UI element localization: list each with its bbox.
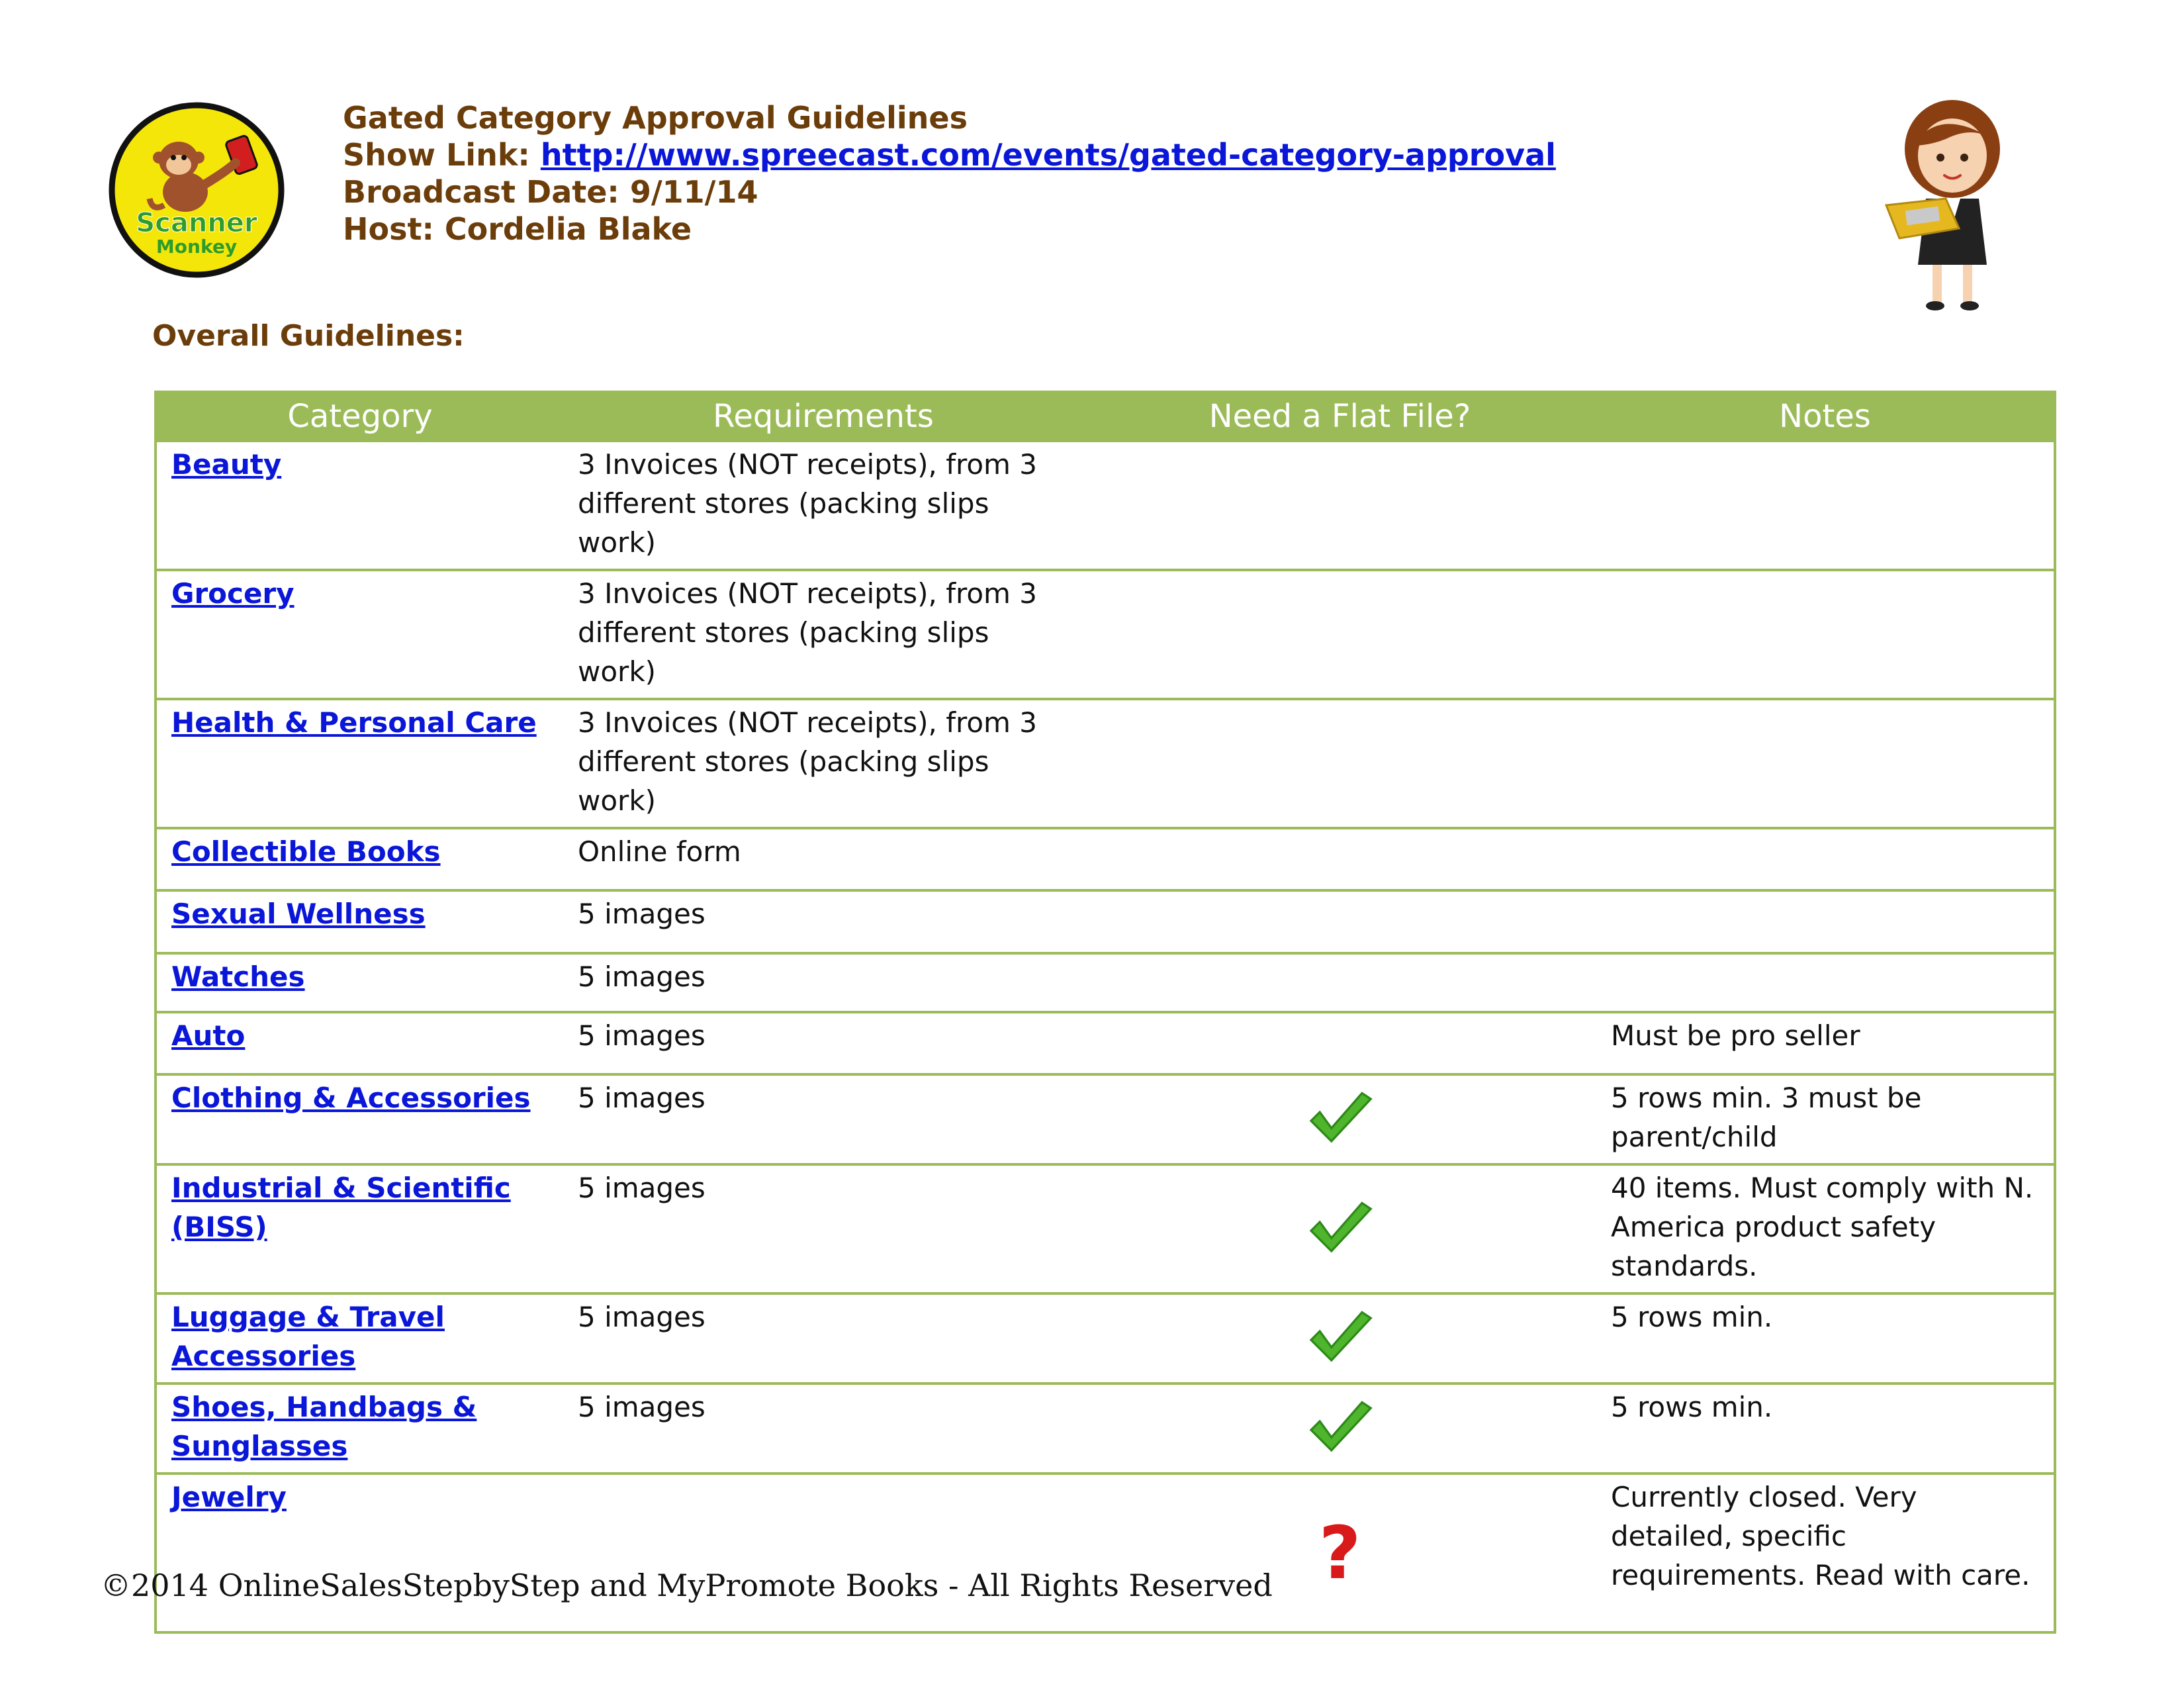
- category-cell: [156, 699, 563, 828]
- category-cell: [156, 441, 563, 570]
- category-link[interactable]: Shoes, Handbags & Sunglasses: [171, 1391, 477, 1462]
- notes-cell: Must be pro seller: [1596, 1012, 2055, 1074]
- category-link[interactable]: Clothing & Accessories: [171, 1082, 531, 1114]
- show-link-line: [343, 136, 1556, 173]
- category-link[interactable]: Auto: [171, 1019, 246, 1052]
- notes-cell: 5 rows min.: [1596, 1383, 2055, 1474]
- requirements-cell: 5 images: [563, 953, 1083, 1012]
- flat-file-cell: [1083, 1074, 1596, 1164]
- notes-cell: 5 rows min.: [1596, 1293, 2055, 1383]
- flat-file-cell: [1083, 953, 1596, 1012]
- flat-file-cell: [1083, 699, 1596, 828]
- category-cell: [156, 890, 563, 953]
- table-row: [156, 1293, 2055, 1383]
- category-link[interactable]: Watches: [171, 961, 305, 993]
- category-link[interactable]: Industrial & Scientific (BISS): [171, 1172, 511, 1243]
- table-row: [156, 1164, 2055, 1293]
- document-header: [343, 99, 1556, 248]
- category-cell: [156, 1074, 563, 1164]
- notes-cell: [1596, 699, 2055, 828]
- show-link-url[interactable]: http://www.spreecast.com/events/gated-category-approval: [540, 137, 1556, 173]
- category-link[interactable]: Sexual Wellness: [171, 898, 426, 930]
- requirements-cell: [563, 1474, 1083, 1632]
- table-row: [156, 699, 2055, 828]
- category-cell: [156, 570, 563, 699]
- category-link[interactable]: Luggage & Travel Accessories: [171, 1301, 445, 1372]
- requirements-cell: 3 Invoices (NOT receipts), from 3 different stores (packing slips work): [563, 570, 1083, 699]
- flat-file-cell: [1083, 1164, 1596, 1293]
- broadcast-date: Broadcast Date: 9/11/14: [343, 174, 758, 210]
- check-mark-icon: [1304, 1193, 1377, 1266]
- flat-file-cell: [1083, 1012, 1596, 1074]
- document-title: Gated Category Approval Guidelines: [343, 100, 968, 136]
- column-header-requirements: Requirements: [563, 392, 1083, 441]
- requirements-cell: 5 images: [563, 890, 1083, 953]
- flat-file-cell: [1083, 890, 1596, 953]
- question-mark-icon: ?: [1318, 1511, 1361, 1595]
- column-header-flat-file: Need a Flat File?: [1083, 392, 1596, 441]
- flat-file-cell: [1083, 570, 1596, 699]
- logo-text-scanner: Scanner: [136, 208, 257, 238]
- flat-file-cell: [1083, 1293, 1596, 1383]
- category-cell: [156, 953, 563, 1012]
- flat-file-cell: [1083, 1383, 1596, 1474]
- notes-cell: [1596, 953, 2055, 1012]
- notes-cell: [1596, 828, 2055, 890]
- guidelines-table: [154, 391, 2056, 1634]
- requirements-cell: 5 images: [563, 1074, 1083, 1164]
- table-row: [156, 1383, 2055, 1474]
- category-link[interactable]: Grocery: [171, 577, 295, 610]
- table-row: [156, 890, 2055, 953]
- category-link[interactable]: Collectible Books: [171, 835, 441, 868]
- category-cell: [156, 1012, 563, 1074]
- requirements-cell: 5 images: [563, 1012, 1083, 1074]
- category-cell: [156, 1474, 563, 1632]
- notes-cell: [1596, 570, 2055, 699]
- notes-cell: Currently closed. Very detailed, specific requirements. Read with care.: [1596, 1474, 2055, 1632]
- check-mark-icon: [1304, 1302, 1377, 1375]
- scanner-monkey-logo: [106, 99, 288, 278]
- flat-file-cell: [1083, 1474, 1596, 1632]
- requirements-cell: 5 images: [563, 1164, 1083, 1293]
- category-link[interactable]: Health & Personal Care: [171, 706, 537, 739]
- check-mark-icon: [1304, 1392, 1377, 1465]
- table-row: [156, 828, 2055, 890]
- table-header-row: [156, 392, 2055, 441]
- category-cell: [156, 1293, 563, 1383]
- table-row: [156, 441, 2055, 570]
- category-link[interactable]: Jewelry: [171, 1481, 287, 1513]
- category-link[interactable]: Beauty: [171, 448, 282, 481]
- column-header-notes: Notes: [1596, 392, 2055, 441]
- show-link-label: Show Link:: [343, 137, 530, 173]
- requirements-cell: Online form: [563, 828, 1083, 890]
- check-mark-icon: [1304, 1083, 1377, 1156]
- table-row: [156, 1474, 2055, 1632]
- host-illustration: [1866, 93, 2038, 318]
- notes-cell: 40 items. Must comply with N. America product safety standards.: [1596, 1164, 2055, 1293]
- category-cell: [156, 1164, 563, 1293]
- notes-cell: 5 rows min. 3 must be parent/child: [1596, 1074, 2055, 1164]
- category-cell: [156, 828, 563, 890]
- section-heading: Overall Guidelines:: [152, 319, 465, 353]
- notes-cell: [1596, 441, 2055, 570]
- table-row: [156, 1074, 2055, 1164]
- copyright-footer: ©2014 OnlineSalesStepbyStep and MyPromote Books - All Rights Reserved: [101, 1568, 1273, 1603]
- flat-file-cell: [1083, 828, 1596, 890]
- requirements-cell: 5 images: [563, 1383, 1083, 1474]
- requirements-cell: 5 images: [563, 1293, 1083, 1383]
- table-row: [156, 570, 2055, 699]
- flat-file-cell: [1083, 441, 1596, 570]
- host-name: Host: Cordelia Blake: [343, 211, 692, 247]
- category-cell: [156, 1383, 563, 1474]
- table-row: [156, 953, 2055, 1012]
- requirements-cell: 3 Invoices (NOT receipts), from 3 different stores (packing slips work): [563, 441, 1083, 570]
- table-row: [156, 1012, 2055, 1074]
- requirements-cell: 3 Invoices (NOT receipts), from 3 different stores (packing slips work): [563, 699, 1083, 828]
- logo-text-monkey: Monkey: [156, 236, 238, 258]
- column-header-category: Category: [156, 392, 563, 441]
- notes-cell: [1596, 890, 2055, 953]
